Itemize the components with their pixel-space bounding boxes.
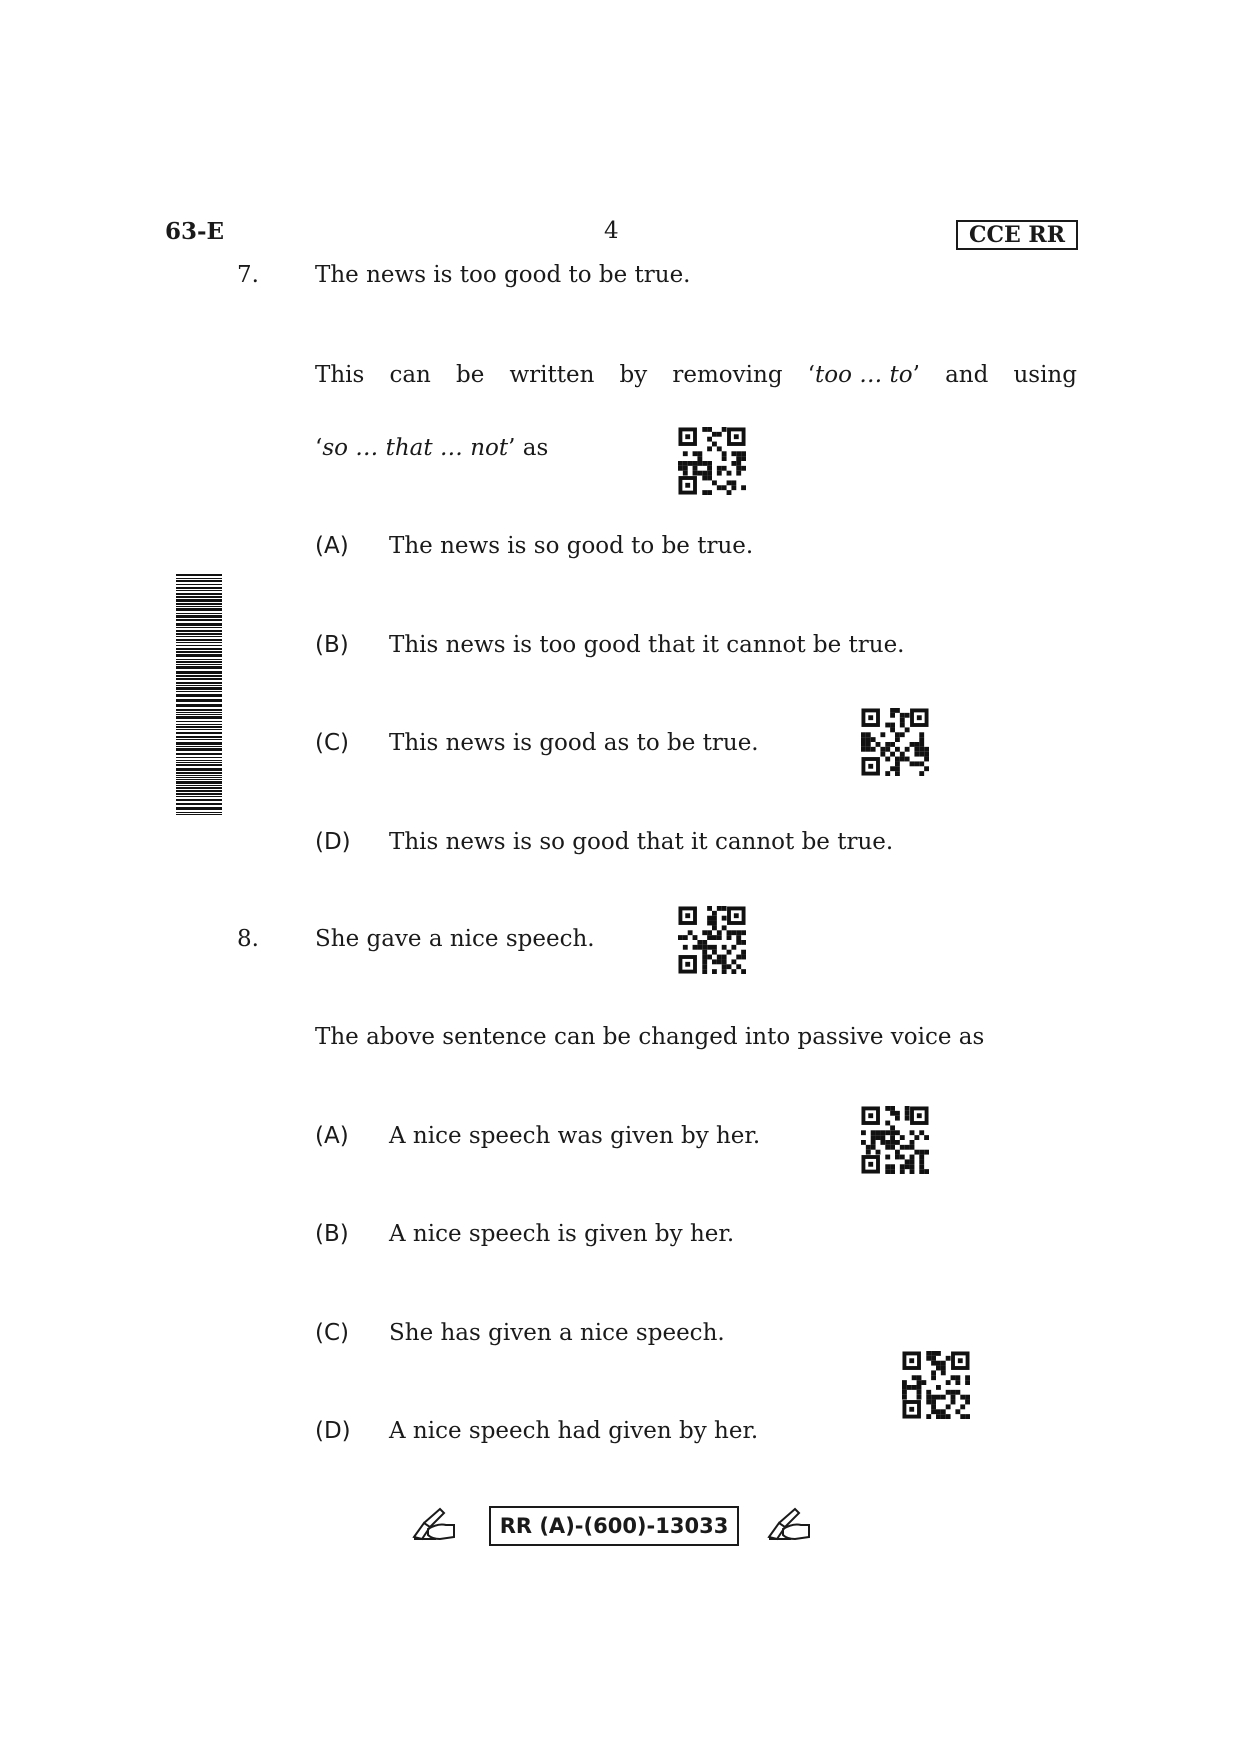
- barcode-icon: [176, 574, 222, 816]
- q7-option-c-text: This news is good as to be true.: [389, 730, 759, 756]
- paper-code: 63-E: [165, 218, 225, 245]
- instruction-word: written: [509, 362, 595, 388]
- q8-option-b-text: A nice speech is given by her.: [389, 1221, 735, 1247]
- q8-option-c-text: She has given a nice speech.: [389, 1320, 725, 1346]
- q8-option-a-label: (A): [315, 1123, 349, 1149]
- question-8-statement: She gave a nice speech.: [315, 926, 595, 952]
- instruction-word: by: [619, 362, 648, 388]
- as-word: as: [522, 435, 549, 461]
- writing-hand-icon: [765, 1503, 813, 1543]
- qr-code-icon: [677, 427, 747, 495]
- q7-option-d-text: This news is so good that it cannot be true.: [389, 829, 894, 855]
- so-that-not-text: so … that … not: [322, 435, 509, 461]
- instruction-word: and: [945, 362, 989, 388]
- question-7-instruction-line-2: ‘so … that … not’ as: [315, 435, 549, 461]
- instruction-word: This: [315, 362, 365, 388]
- q7-option-b-label: (B): [315, 632, 349, 658]
- q8-option-b-label: (B): [315, 1221, 349, 1247]
- q7-option-a-label: (A): [315, 533, 349, 559]
- q8-option-c-label: (C): [315, 1320, 350, 1346]
- question-7-instruction-line-1: [315, 362, 1077, 388]
- question-8-instruction: The above sentence can be changed into passive voice as: [315, 1024, 985, 1050]
- question-7-statement: The news is too good to be true.: [315, 262, 691, 288]
- question-8-number: 8.: [237, 926, 259, 952]
- instruction-word: be: [456, 362, 485, 388]
- q8-option-a-text: A nice speech was given by her.: [389, 1123, 761, 1149]
- q8-option-d-label: (D): [315, 1418, 351, 1444]
- q7-option-b-text: This news is too good that it cannot be true.: [389, 632, 905, 658]
- qr-code-icon: [901, 1351, 971, 1419]
- qr-code-icon: [860, 708, 930, 776]
- instruction-word: removing: [672, 362, 783, 388]
- instruction-word: using: [1013, 362, 1077, 388]
- q8-option-d-text: A nice speech had given by her.: [389, 1418, 759, 1444]
- footer-code: RR (A)-(600)-13033: [489, 1506, 739, 1546]
- qr-code-icon: [677, 906, 747, 974]
- page-number: 4: [604, 218, 619, 244]
- qr-code-icon: [860, 1106, 930, 1174]
- too-to-text: too … to: [814, 362, 913, 388]
- instruction-word: can: [389, 362, 431, 388]
- writing-hand-icon: [410, 1503, 458, 1543]
- question-7-number: 7.: [237, 262, 259, 288]
- q7-option-d-label: (D): [315, 829, 351, 855]
- q7-option-c-label: (C): [315, 730, 350, 756]
- series-badge: CCE RR: [956, 220, 1078, 250]
- q7-option-a-text: The news is so good to be true.: [389, 533, 754, 559]
- too-to-phrase: ‘too … to’: [807, 362, 920, 388]
